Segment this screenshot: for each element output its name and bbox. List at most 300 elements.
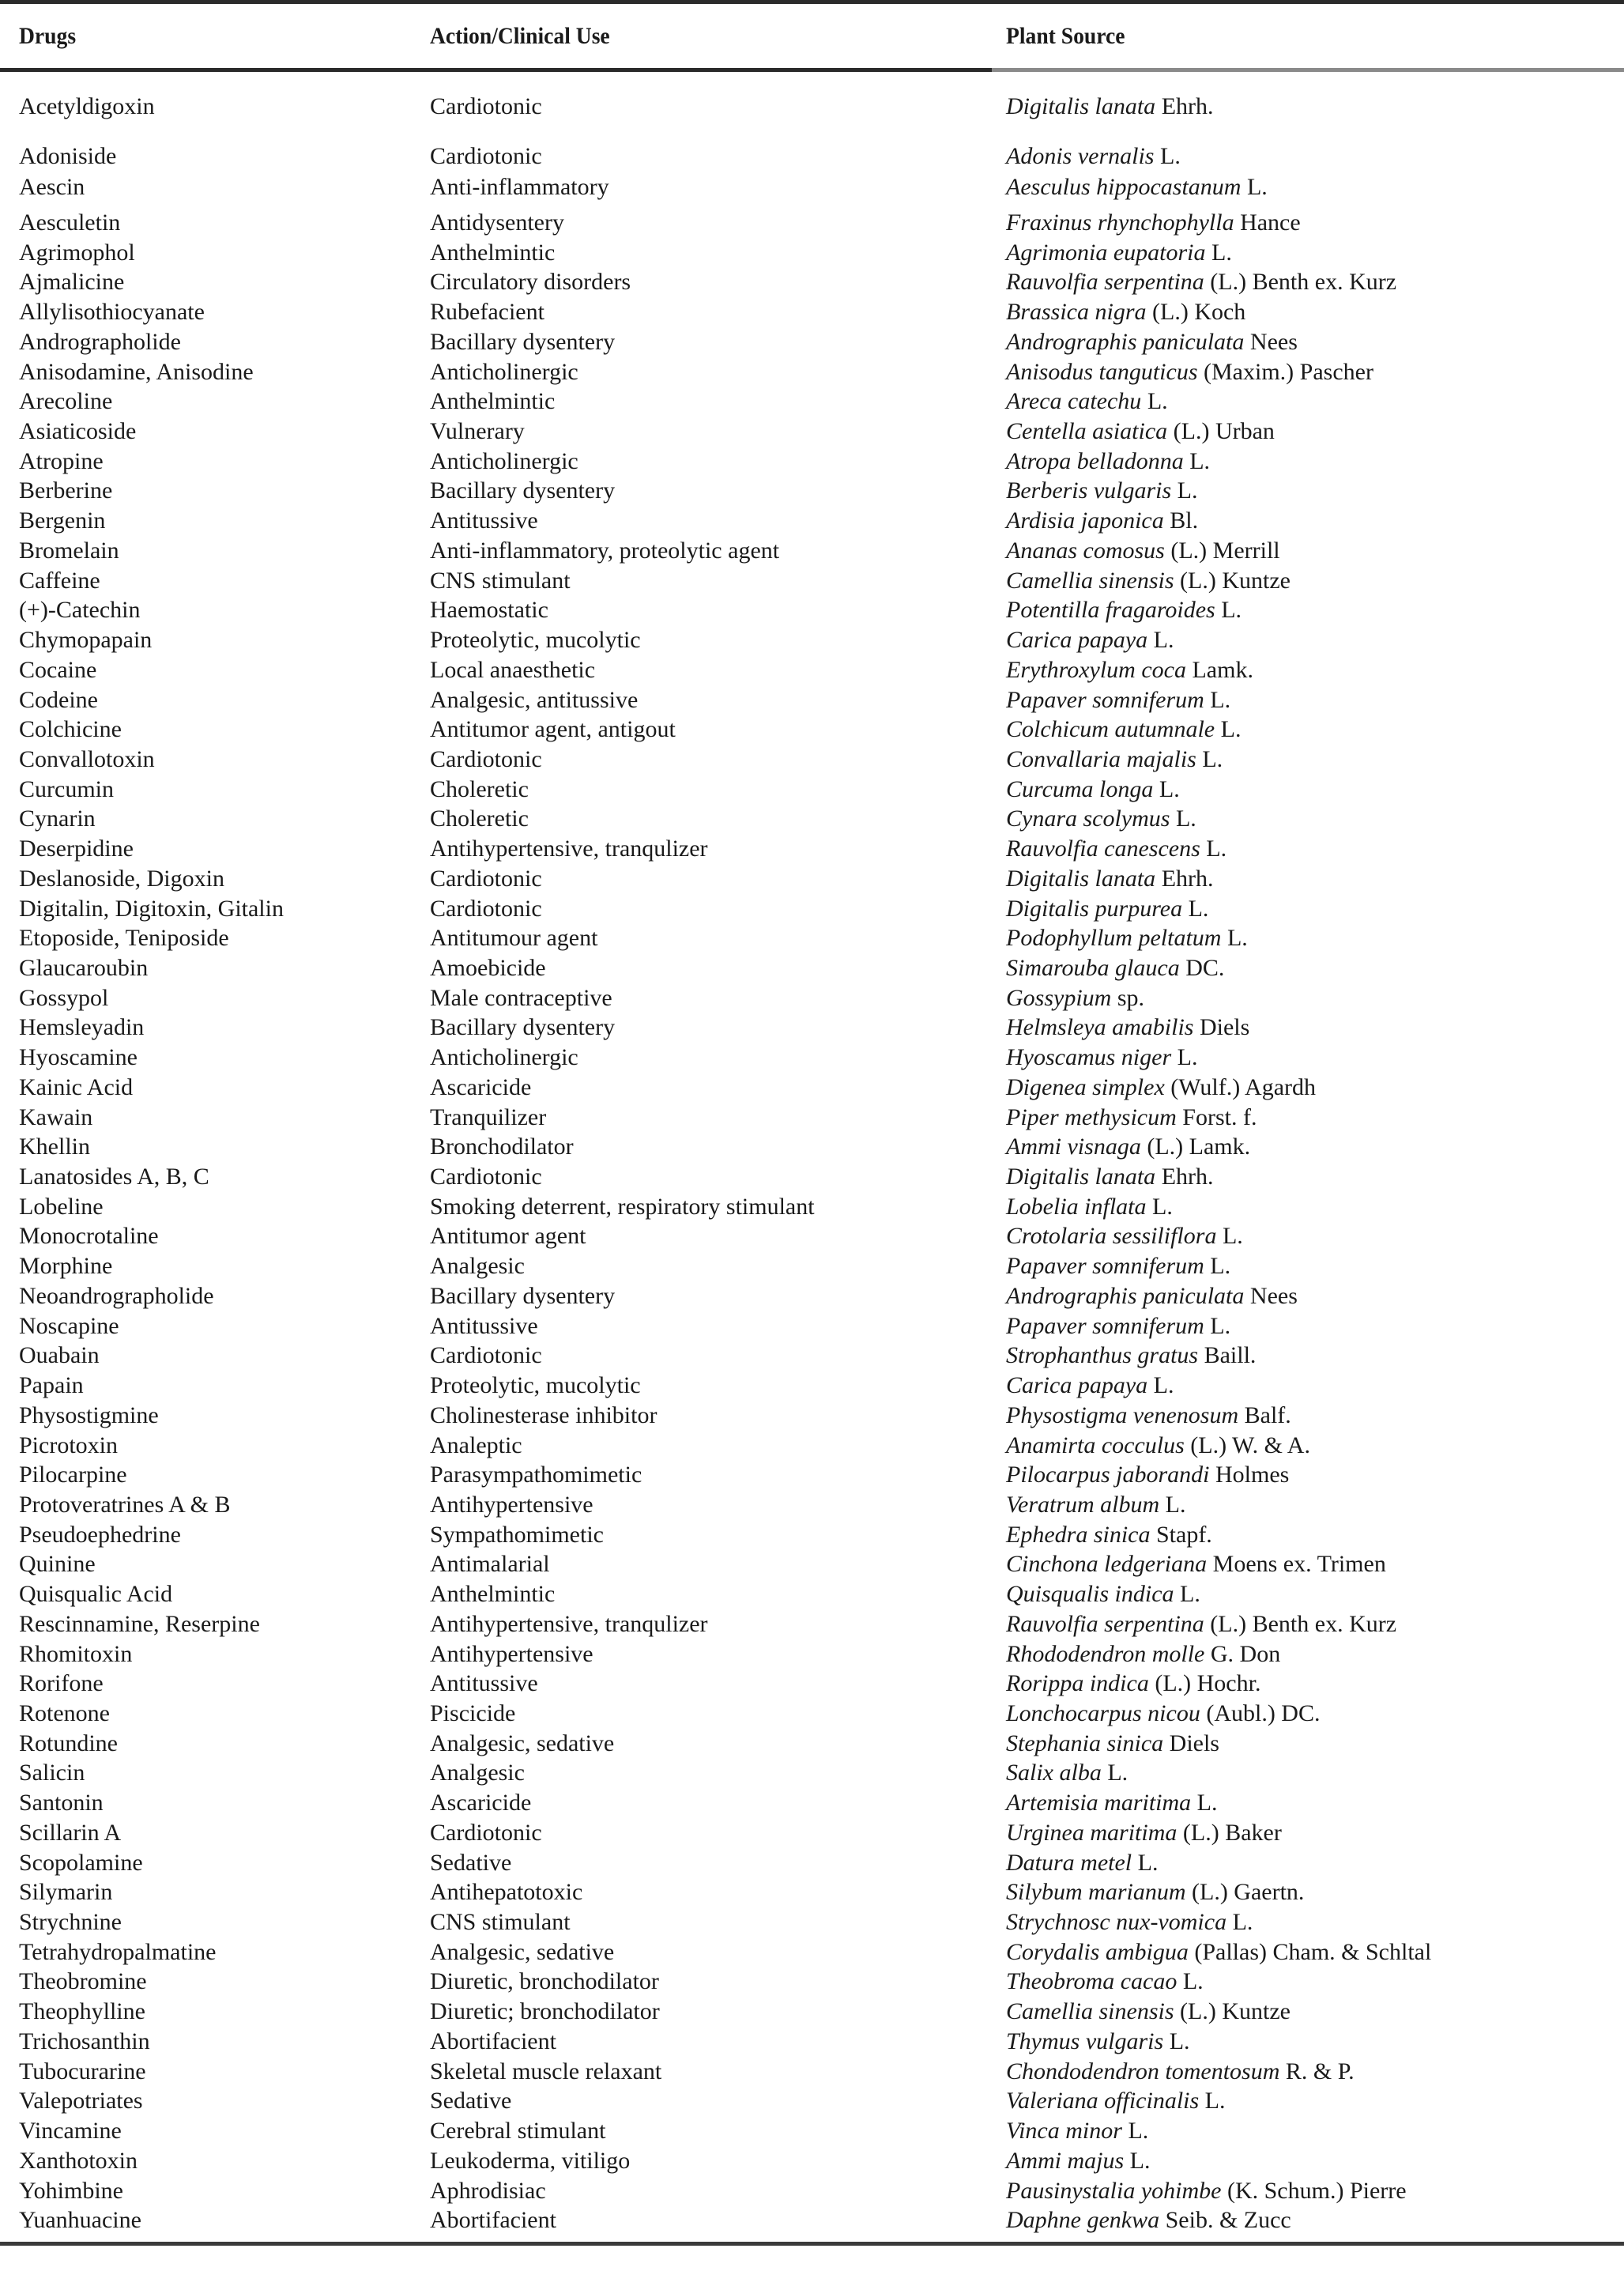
drug-cell: Agrimophol [19, 239, 135, 266]
plant-species: Agrimonia eupatoria [1006, 239, 1206, 266]
drug-cell: Arecoline [19, 388, 113, 415]
plant-source-cell [1006, 775, 1180, 805]
action-cell: Amoebicide [430, 955, 546, 981]
plant-authority: Stapf. [1155, 1521, 1212, 1548]
action-cell: Anti-inflammatory [430, 174, 609, 200]
plant-species: Crotolaria sessiliflora [1006, 1223, 1217, 1250]
action-cell: Choleretic [430, 775, 529, 802]
action-cell: Anti-inflammatory, proteolytic agent [430, 537, 780, 564]
table-row [0, 2205, 1624, 2235]
plant-source-cell [1006, 1967, 1204, 1997]
action-cell: Cardiotonic [430, 1164, 542, 1190]
action-cell: Analgesic, antitussive [430, 686, 639, 713]
drug-cell: Hemsleyadin [19, 1014, 145, 1041]
plant-species: Valeriana officinalis [1006, 2088, 1200, 2114]
drug-cell: Quinine [19, 1551, 96, 1578]
table-top-rule [0, 0, 1624, 4]
plant-species: Carica papaya [1006, 627, 1148, 654]
plant-source-cell [1006, 2086, 1226, 2116]
plant-species: Cynara scolymus [1006, 805, 1170, 832]
table-row [0, 506, 1624, 536]
action-cell: Analgesic [430, 1760, 525, 1786]
plant-source-cell [1006, 92, 1214, 122]
plant-authority: (L.) Urban [1173, 418, 1275, 445]
drug-cell: Cynarin [19, 805, 96, 832]
plant-source-cell [1006, 1788, 1218, 1818]
plant-species: Ephedra sinica [1006, 1521, 1151, 1548]
table-row [0, 1997, 1624, 2027]
drug-cell: Monocrotaline [19, 1223, 159, 1250]
plant-authority: Nees [1249, 328, 1298, 355]
plant-source-cell [1006, 685, 1230, 715]
plant-source-cell [1006, 1431, 1310, 1461]
drug-cell: Valepotriates [19, 2088, 143, 2114]
plant-species: Convallaria majalis [1006, 745, 1196, 772]
plant-species: Lobelia inflata [1006, 1193, 1147, 1220]
plant-species: Corydalis ambigua [1006, 1938, 1189, 1965]
action-cell: Sympathomimetic [430, 1521, 604, 1548]
drug-cell: Hyoscamine [19, 1044, 138, 1071]
table-row [0, 1937, 1624, 1967]
plant-authority: Diels [1169, 1730, 1219, 1756]
action-cell: Vulnerary [430, 418, 525, 445]
drug-cell: Adoniside [19, 143, 117, 169]
plant-authority: (L.) Hochr. [1155, 1670, 1261, 1697]
drug-cell: Aescin [19, 174, 85, 200]
action-cell: Antihepatotoxic [430, 1879, 583, 1906]
drug-cell: Scopolamine [19, 1849, 143, 1876]
plant-authority: Lamk. [1192, 656, 1253, 683]
plant-source-cell [1006, 1549, 1386, 1579]
plant-species: Ardisia japonica [1006, 507, 1164, 534]
drug-cell: Salicin [19, 1760, 85, 1786]
drug-cell: Lanatosides A, B, C [19, 1164, 209, 1190]
table-row [0, 1043, 1624, 1073]
plant-species: Urginea maritima [1006, 1819, 1177, 1846]
plant-source-cell [1006, 1997, 1291, 2027]
action-cell: Diuretic; bronchodilator [430, 1998, 660, 2025]
plant-authority: Holmes [1215, 1462, 1290, 1488]
plant-authority: L. [1160, 143, 1181, 169]
plant-source-cell [1006, 566, 1291, 596]
action-cell: Rubefacient [430, 299, 544, 326]
plant-source-cell [1006, 1221, 1243, 1251]
table-row [0, 1520, 1624, 1550]
plant-species: Papaver somniferum [1006, 1312, 1204, 1339]
table-row [0, 983, 1624, 1013]
plant-authority: Ehrh. [1161, 865, 1214, 892]
drug-cell: Atropine [19, 447, 104, 474]
plant-authority: L. [1202, 745, 1223, 772]
plant-species: Adonis vernalis [1006, 143, 1155, 169]
table-row [0, 1073, 1624, 1103]
action-cell: Aphrodisiac [430, 2177, 546, 2204]
drug-cell: Quisqualic Acid [19, 1581, 173, 1608]
plant-authority: L. [1221, 597, 1242, 624]
plant-source-cell [1006, 172, 1268, 202]
table-row [0, 1639, 1624, 1669]
drug-cell: Colchicine [19, 716, 122, 743]
action-cell: Parasympathomimetic [430, 1462, 642, 1488]
plant-authority: G. Don [1210, 1640, 1281, 1667]
plant-species: Chondodendron tomentosum [1006, 2058, 1280, 2084]
plant-species: Daphne genkwa [1006, 2207, 1160, 2234]
plant-species: Piper methysicum [1006, 1103, 1177, 1130]
plant-species: Ammi majus [1006, 2147, 1125, 2174]
plant-source-cell [1006, 141, 1181, 172]
table-row [0, 804, 1624, 834]
table-row [0, 1699, 1624, 1729]
drug-cell: Allylisothiocyanate [19, 299, 205, 326]
table-row [0, 327, 1624, 357]
action-cell: Sedative [430, 2088, 512, 2114]
plant-species: Helmsleya amabilis [1006, 1014, 1194, 1041]
drug-cell: Physostigmine [19, 1401, 159, 1428]
action-cell: Cardiotonic [430, 865, 542, 892]
action-cell: Diuretic, bronchodilator [430, 1968, 659, 1995]
plant-authority: L. [1226, 925, 1248, 952]
action-cell: Ascaricide [430, 1073, 532, 1100]
table-row [0, 1371, 1624, 1401]
drug-cell: Theobromine [19, 1968, 147, 1995]
drug-cell: Rotenone [19, 1700, 110, 1726]
action-cell: Male contraceptive [430, 984, 612, 1011]
plant-source-cell [1006, 1699, 1320, 1729]
plant-source-cell [1006, 1043, 1197, 1073]
plant-species: Thymus vulgaris [1006, 2028, 1164, 2054]
drug-cell: Etoposide, Teniposide [19, 925, 229, 952]
action-cell: Antidysentery [430, 209, 564, 236]
table-row [0, 2027, 1624, 2057]
plant-species: Digitalis lanata [1006, 1164, 1156, 1190]
plant-authority: L. [1210, 1312, 1231, 1339]
plant-source-cell [1006, 1609, 1396, 1639]
plant-source-cell [1006, 595, 1242, 625]
action-cell: Cardiotonic [430, 1819, 542, 1846]
plant-authority: L. [1153, 627, 1174, 654]
plant-authority: (Maxim.) Pascher [1204, 358, 1373, 385]
plant-source-cell [1006, 894, 1208, 924]
table-row [0, 1192, 1624, 1222]
plant-species: Gossypium [1006, 984, 1112, 1011]
plant-species: Andrographis paniculata [1006, 1282, 1245, 1309]
table-row [0, 447, 1624, 477]
table-row [0, 238, 1624, 268]
plant-species: Podophyllum peltatum [1006, 925, 1222, 952]
plant-species: Digitalis purpurea [1006, 895, 1183, 922]
drug-cell: Scillarin A [19, 1819, 122, 1846]
plant-authority: L. [1210, 686, 1231, 713]
table-row [0, 1788, 1624, 1818]
table-row [0, 387, 1624, 417]
table-row [0, 417, 1624, 447]
plant-authority: L. [1211, 239, 1232, 266]
plant-authority: (L.) Benth ex. Kurz [1210, 269, 1397, 296]
action-cell: Haemostatic [430, 597, 548, 624]
plant-authority: L. [1204, 2088, 1226, 2114]
plant-authority: (L.) Merrill [1170, 537, 1280, 564]
plant-source-cell [1006, 387, 1168, 417]
plant-source-cell [1006, 1192, 1173, 1222]
action-cell: Antitussive [430, 1312, 538, 1339]
action-cell: Cardiotonic [430, 93, 542, 119]
table-row [0, 923, 1624, 953]
drug-cell: Gossypol [19, 984, 109, 1011]
action-cell: Anthelmintic [430, 1581, 556, 1608]
plant-species: Silybum marianum [1006, 1879, 1186, 1906]
plant-source-cell [1006, 715, 1241, 745]
plant-species: Areca catechu [1006, 388, 1142, 415]
plant-species: Digenea simplex [1006, 1073, 1165, 1100]
plant-species: Papaver somniferum [1006, 686, 1204, 713]
drug-cell: Neoandrographolide [19, 1282, 214, 1309]
plant-species: Pilocarpus jaborandi [1006, 1462, 1210, 1488]
drug-cell: Theophylline [19, 1998, 145, 2025]
drug-cell: Kawain [19, 1103, 93, 1130]
table-row [0, 1132, 1624, 1162]
plant-species: Carica papaya [1006, 1372, 1148, 1399]
table-row [0, 1103, 1624, 1133]
drug-cell: Digitalin, Digitoxin, Gitalin [19, 895, 284, 922]
action-cell: Anticholinergic [430, 447, 578, 474]
plant-authority: Seib. & Zucc [1165, 2207, 1291, 2234]
plant-source-cell [1006, 1490, 1186, 1520]
plant-source-cell [1006, 1877, 1304, 1907]
drug-cell: Lobeline [19, 1193, 104, 1220]
plant-species: Colchicum autumnale [1006, 716, 1215, 743]
action-cell: Bacillary dysentery [430, 477, 616, 504]
table-row [0, 1221, 1624, 1251]
table-row [0, 595, 1624, 625]
table-row [0, 92, 1624, 122]
plant-authority: (L.) Baker [1182, 1819, 1282, 1846]
action-cell: Smoking deterrent, respiratory stimulant [430, 1193, 815, 1220]
plant-source-cell [1006, 1758, 1128, 1788]
drug-cell: Ajmalicine [19, 269, 125, 296]
table-row [0, 1729, 1624, 1759]
table-row [0, 566, 1624, 596]
drug-cell: Aesculetin [19, 209, 121, 236]
action-cell: Antihypertensive, tranqulizer [430, 1610, 708, 1637]
header-drugs: Drugs [19, 23, 77, 49]
table-row [0, 1848, 1624, 1878]
plant-source-cell [1006, 834, 1226, 864]
action-cell: Choleretic [430, 805, 529, 832]
plant-source-cell [1006, 2146, 1151, 2176]
plant-source-cell [1006, 1669, 1260, 1699]
plant-species: Quisqualis indica [1006, 1581, 1174, 1608]
plant-authority: L. [1128, 2118, 1149, 2145]
action-cell: Analgesic, sedative [430, 1730, 615, 1756]
plant-authority: L. [1222, 1223, 1243, 1250]
action-cell: Antihypertensive [430, 1640, 593, 1667]
drug-cell: Codeine [19, 686, 98, 713]
table-row [0, 1281, 1624, 1311]
plant-authority: L. [1210, 1253, 1231, 1280]
table-row [0, 476, 1624, 506]
plant-authority: Nees [1249, 1282, 1298, 1309]
drug-cell: Deserpidine [19, 836, 134, 862]
table-row [0, 1401, 1624, 1431]
drug-cell: Bergenin [19, 507, 106, 534]
plant-source-cell [1006, 1818, 1282, 1848]
plant-authority: L. [1152, 1193, 1173, 1220]
plant-source-cell [1006, 447, 1210, 477]
table-row [0, 834, 1624, 864]
plant-source-cell [1006, 1579, 1200, 1609]
plant-species: Rorippa indica [1006, 1670, 1149, 1697]
drug-cell: Kainic Acid [19, 1073, 134, 1100]
table-row [0, 1490, 1624, 1520]
drug-cell: (+)-Catechin [19, 597, 141, 624]
plant-species: Strychnosc nux-vomica [1006, 1909, 1227, 1936]
plant-species: Potentilla fragaroides [1006, 597, 1215, 624]
plant-authority: Baill. [1204, 1342, 1257, 1369]
plant-source-cell [1006, 327, 1298, 357]
plant-species: Berberis vulgaris [1006, 477, 1172, 504]
table-row [0, 894, 1624, 924]
plant-authority: (L.) Gaertn. [1192, 1879, 1305, 1906]
plant-source-cell [1006, 983, 1144, 1013]
action-cell: Anthelmintic [430, 388, 556, 415]
plant-authority: Diels [1199, 1014, 1250, 1041]
drug-cell: Glaucaroubin [19, 955, 149, 981]
plant-species: Digitalis lanata [1006, 865, 1156, 892]
action-cell: Local anaesthetic [430, 656, 596, 683]
plant-species: Cinchona ledgeriana [1006, 1551, 1208, 1578]
table-row [0, 745, 1624, 775]
plant-authority: L. [1182, 1968, 1204, 1995]
plant-species: Rhododendron molle [1006, 1640, 1205, 1667]
table-row [0, 1162, 1624, 1192]
plant-authority: Ehrh. [1161, 1164, 1214, 1190]
plant-source-cell [1006, 864, 1214, 894]
table-row [0, 1907, 1624, 1937]
plant-authority: DC. [1185, 955, 1225, 981]
plant-authority: (Pallas) Cham. & Schltal [1194, 1938, 1432, 1965]
action-cell: Cardiotonic [430, 143, 542, 169]
drug-cell: Rotundine [19, 1730, 118, 1756]
plant-authority: L. [1159, 775, 1180, 802]
plant-source-cell [1006, 1848, 1158, 1878]
action-cell: Tranquilizer [430, 1103, 547, 1130]
plant-source-cell [1006, 2205, 1291, 2235]
drug-cell: Khellin [19, 1134, 90, 1160]
action-cell: Antitussive [430, 1670, 538, 1697]
plant-authority: (Wulf.) Agardh [1170, 1073, 1317, 1100]
action-cell: Bronchodilator [430, 1134, 574, 1160]
action-cell: Anticholinergic [430, 1044, 578, 1071]
plant-source-cell [1006, 953, 1224, 983]
drug-cell: Convallotoxin [19, 745, 155, 772]
plant-source-cell [1006, 297, 1245, 327]
action-cell: CNS stimulant [430, 1909, 571, 1936]
plant-species: Vinca minor [1006, 2118, 1122, 2145]
drug-cell: Noscapine [19, 1312, 119, 1339]
plant-source-cell [1006, 2176, 1407, 2206]
plant-source-cell [1006, 1073, 1316, 1103]
table-row [0, 2057, 1624, 2087]
plant-species: Simarouba glauca [1006, 955, 1180, 981]
action-cell: Antitumour agent [430, 925, 598, 952]
table-row [0, 625, 1624, 655]
action-cell: Anthelmintic [430, 239, 556, 266]
plant-source-cell [1006, 1311, 1230, 1341]
drug-cell: Picrotoxin [19, 1432, 118, 1458]
drug-cell: Rescinnamine, Reserpine [19, 1610, 260, 1637]
table-row [0, 953, 1624, 983]
plant-authority: (L.) Kuntze [1180, 567, 1291, 594]
plant-species: Rauvolfia serpentina [1006, 1610, 1204, 1637]
plant-authority: (L.) Benth ex. Kurz [1210, 1610, 1397, 1637]
plant-source-cell [1006, 1251, 1230, 1281]
plant-authority: L. [1220, 716, 1242, 743]
action-cell: Antihypertensive, tranqulizer [430, 836, 708, 862]
plant-source-cell [1006, 923, 1248, 953]
plant-species: Salix alba [1006, 1760, 1102, 1786]
drug-cell: Acetyldigoxin [19, 93, 155, 119]
table-row [0, 267, 1624, 297]
table-row [0, 775, 1624, 805]
table-row [0, 1549, 1624, 1579]
table-row [0, 1818, 1624, 1848]
plant-authority: L. [1107, 1760, 1129, 1786]
plant-authority: L. [1206, 836, 1227, 862]
table-row [0, 536, 1624, 566]
plant-species: Veratrum album [1006, 1491, 1160, 1518]
plant-species: Camellia sinensis [1006, 1998, 1174, 2025]
drug-cell: Cocaine [19, 656, 97, 683]
header-action-clinical-use: Action/Clinical Use [430, 23, 610, 49]
plant-authority: (L.) Lamk. [1147, 1134, 1251, 1160]
plant-species: Lonchocarpus nicou [1006, 1700, 1200, 1726]
plant-authority: L. [1177, 1044, 1198, 1071]
action-cell: CNS stimulant [430, 567, 571, 594]
plant-authority: Bl. [1170, 507, 1199, 534]
action-cell: Analgesic, sedative [430, 1938, 615, 1965]
plant-species: Datura metel [1006, 1849, 1132, 1876]
table-row [0, 1967, 1624, 1997]
plant-authority: (L.) Koch [1152, 299, 1246, 326]
plant-source-cell [1006, 1341, 1256, 1371]
header-plant-source: Plant Source [1006, 23, 1125, 49]
plant-authority: L. [1188, 895, 1209, 922]
plant-species: Pausinystalia yohimbe [1006, 2177, 1222, 2204]
action-cell: Proteolytic, mucolytic [430, 627, 641, 654]
table-row [0, 864, 1624, 894]
plant-species: Fraxinus rhynchophylla [1006, 209, 1234, 236]
drug-cell: Silymarin [19, 1879, 113, 1906]
plant-source-cell [1006, 1460, 1289, 1490]
plant-species: Curcuma longa [1006, 775, 1154, 802]
plant-species: Artemisia maritima [1006, 1790, 1192, 1816]
plant-species: Stephania sinica [1006, 1730, 1164, 1756]
action-cell: Antihypertensive [430, 1491, 593, 1518]
plant-source-cell [1006, 625, 1174, 655]
plant-source-cell [1006, 1639, 1280, 1669]
plant-authority: (K. Schum.) Pierre [1226, 2177, 1407, 2204]
action-cell: Antimalarial [430, 1551, 550, 1578]
table-row [0, 1758, 1624, 1788]
drug-cell: Tubocurarine [19, 2058, 146, 2084]
plant-species: Rauvolfia canescens [1006, 836, 1200, 862]
table-header-row [0, 19, 1624, 54]
plant-authority: Hance [1240, 209, 1301, 236]
plant-species: Aesculus hippocastanum [1006, 174, 1242, 200]
table-row [0, 2146, 1624, 2176]
plant-source-cell [1006, 1401, 1291, 1431]
plant-species: Papaver somniferum [1006, 1253, 1204, 1280]
